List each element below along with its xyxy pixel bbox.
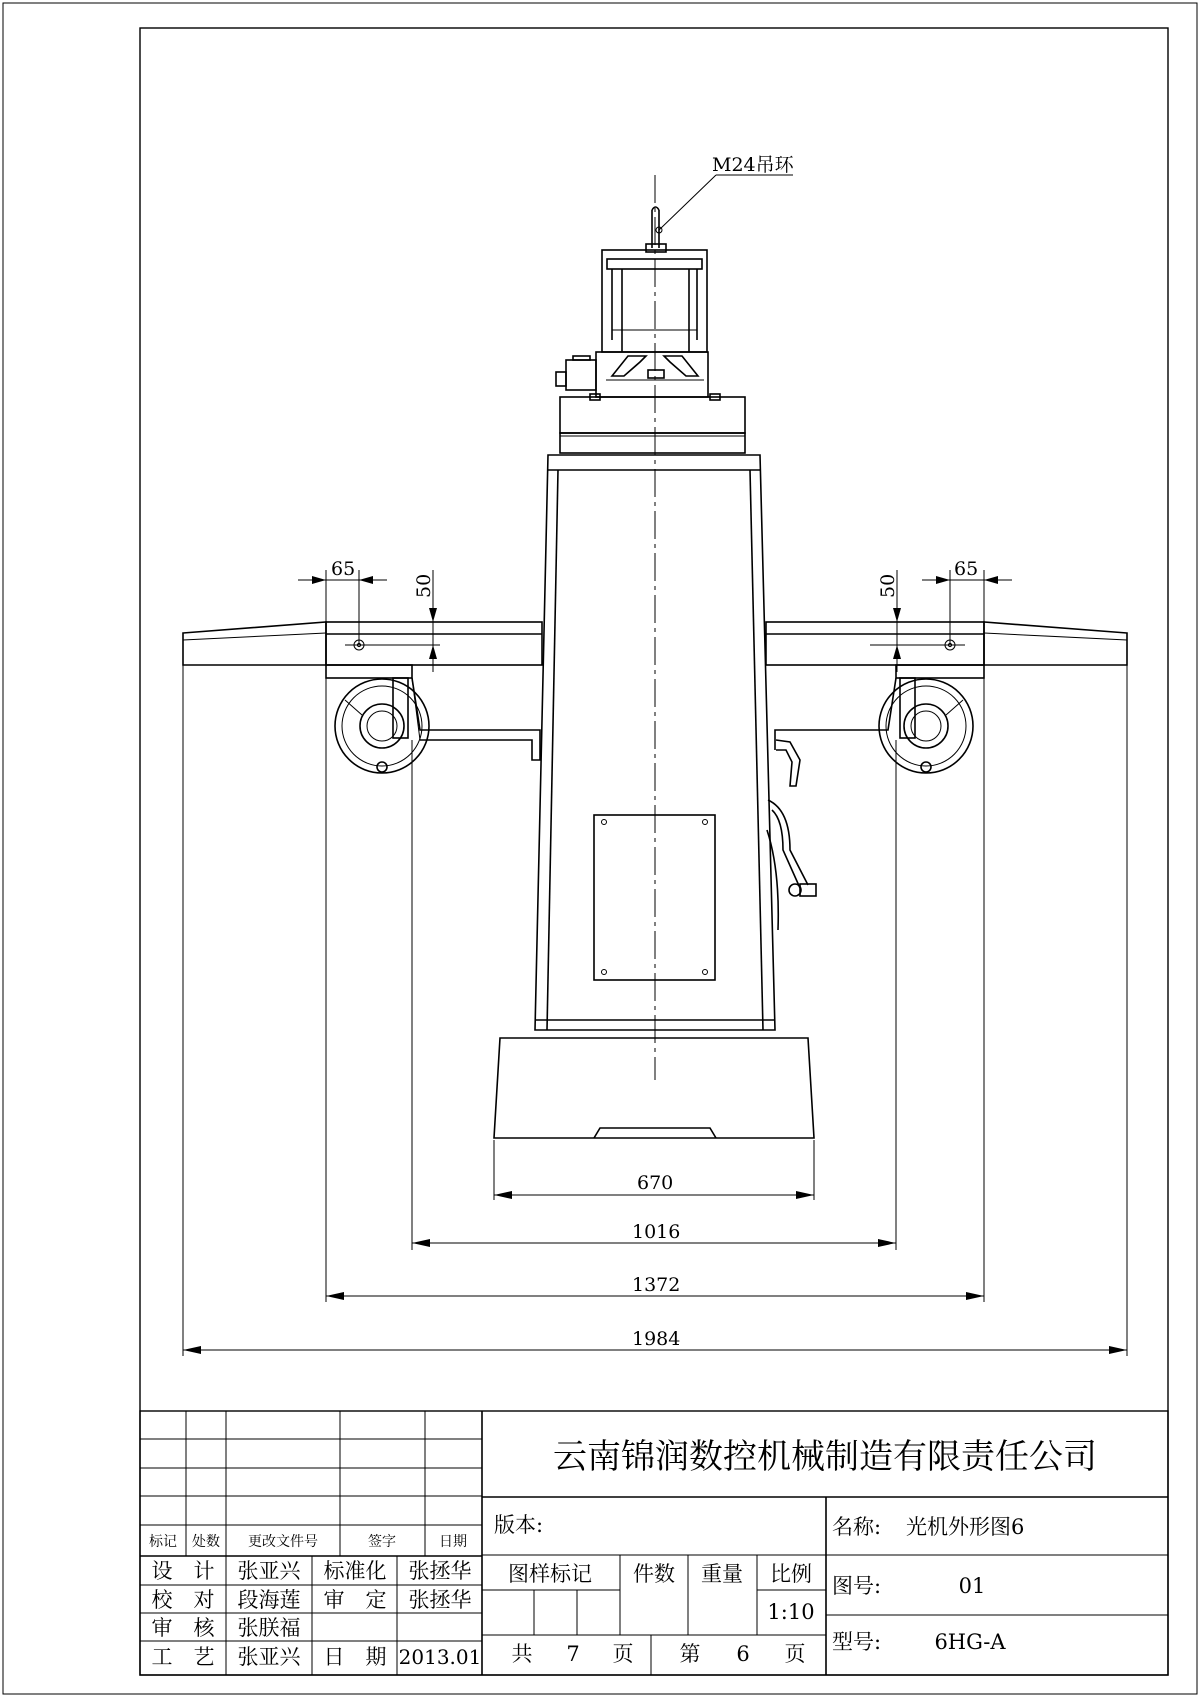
rev-header-sign: 签字	[368, 1534, 396, 1550]
sample-mark-label: 图样标记	[508, 1562, 592, 1586]
dim-left-50: 50	[413, 573, 435, 598]
inner-frame	[140, 28, 1168, 1675]
scale-label: 比例	[770, 1562, 812, 1586]
machine-front-view	[183, 175, 1127, 1138]
total-prefix: 共	[511, 1642, 533, 1666]
dim-left-65: 65	[331, 558, 356, 580]
lifting-ring-label: M24吊环	[712, 154, 794, 176]
quantity-label: 件数	[633, 1562, 675, 1586]
dim-wheel-span: 1016	[632, 1221, 681, 1243]
rev-header-count: 处数	[192, 1534, 220, 1550]
role-design: 设 计	[151, 1559, 215, 1583]
version-label: 版本:	[494, 1513, 544, 1537]
page-number: 6	[736, 1642, 750, 1666]
dim-base-width: 670	[637, 1172, 674, 1194]
name-process: 张亚兴	[237, 1645, 301, 1669]
dimension-texts	[331, 154, 978, 1350]
role-process: 工 艺	[151, 1645, 215, 1669]
role-review: 审 核	[151, 1616, 215, 1640]
title-block	[140, 1411, 1168, 1675]
page-prefix: 第	[679, 1642, 701, 1666]
rev-header-mark: 标记	[149, 1534, 177, 1550]
page-unit: 页	[784, 1642, 806, 1666]
model-label: 型号:	[832, 1630, 882, 1654]
drawing-no-value: 01	[958, 1574, 986, 1598]
role-date: 日 期	[323, 1645, 387, 1669]
rev-header-date: 日期	[439, 1534, 467, 1550]
name-check: 段海莲	[237, 1588, 301, 1612]
name-value: 光机外形图6	[906, 1515, 1025, 1539]
dim-right-50: 50	[877, 573, 899, 598]
date-value: 2013.01	[398, 1645, 482, 1669]
total-unit: 页	[612, 1642, 634, 1666]
role-approve: 审 定	[323, 1588, 387, 1612]
scale-value: 1:10	[767, 1600, 815, 1624]
dim-arm-span: 1372	[632, 1274, 681, 1296]
name-standard: 张拯华	[408, 1559, 472, 1583]
name-approve: 张拯华	[408, 1588, 472, 1612]
company-name: 云南锦润数控机械制造有限责任公司	[553, 1437, 1097, 1477]
drawing-no-label: 图号:	[832, 1574, 882, 1598]
role-standard: 标准化	[323, 1559, 387, 1583]
dim-overall-width: 1984	[632, 1328, 681, 1350]
total-pages: 7	[566, 1642, 580, 1666]
rev-header-docno: 更改文件号	[248, 1534, 318, 1550]
model-value: 6HG-A	[934, 1630, 1006, 1654]
name-design: 张亚兴	[237, 1559, 301, 1583]
name-label: 名称:	[832, 1515, 882, 1539]
name-review: 张朕福	[237, 1616, 301, 1640]
weight-label: 重量	[701, 1562, 743, 1586]
dim-right-65: 65	[954, 558, 979, 580]
role-check: 校 对	[151, 1588, 215, 1612]
